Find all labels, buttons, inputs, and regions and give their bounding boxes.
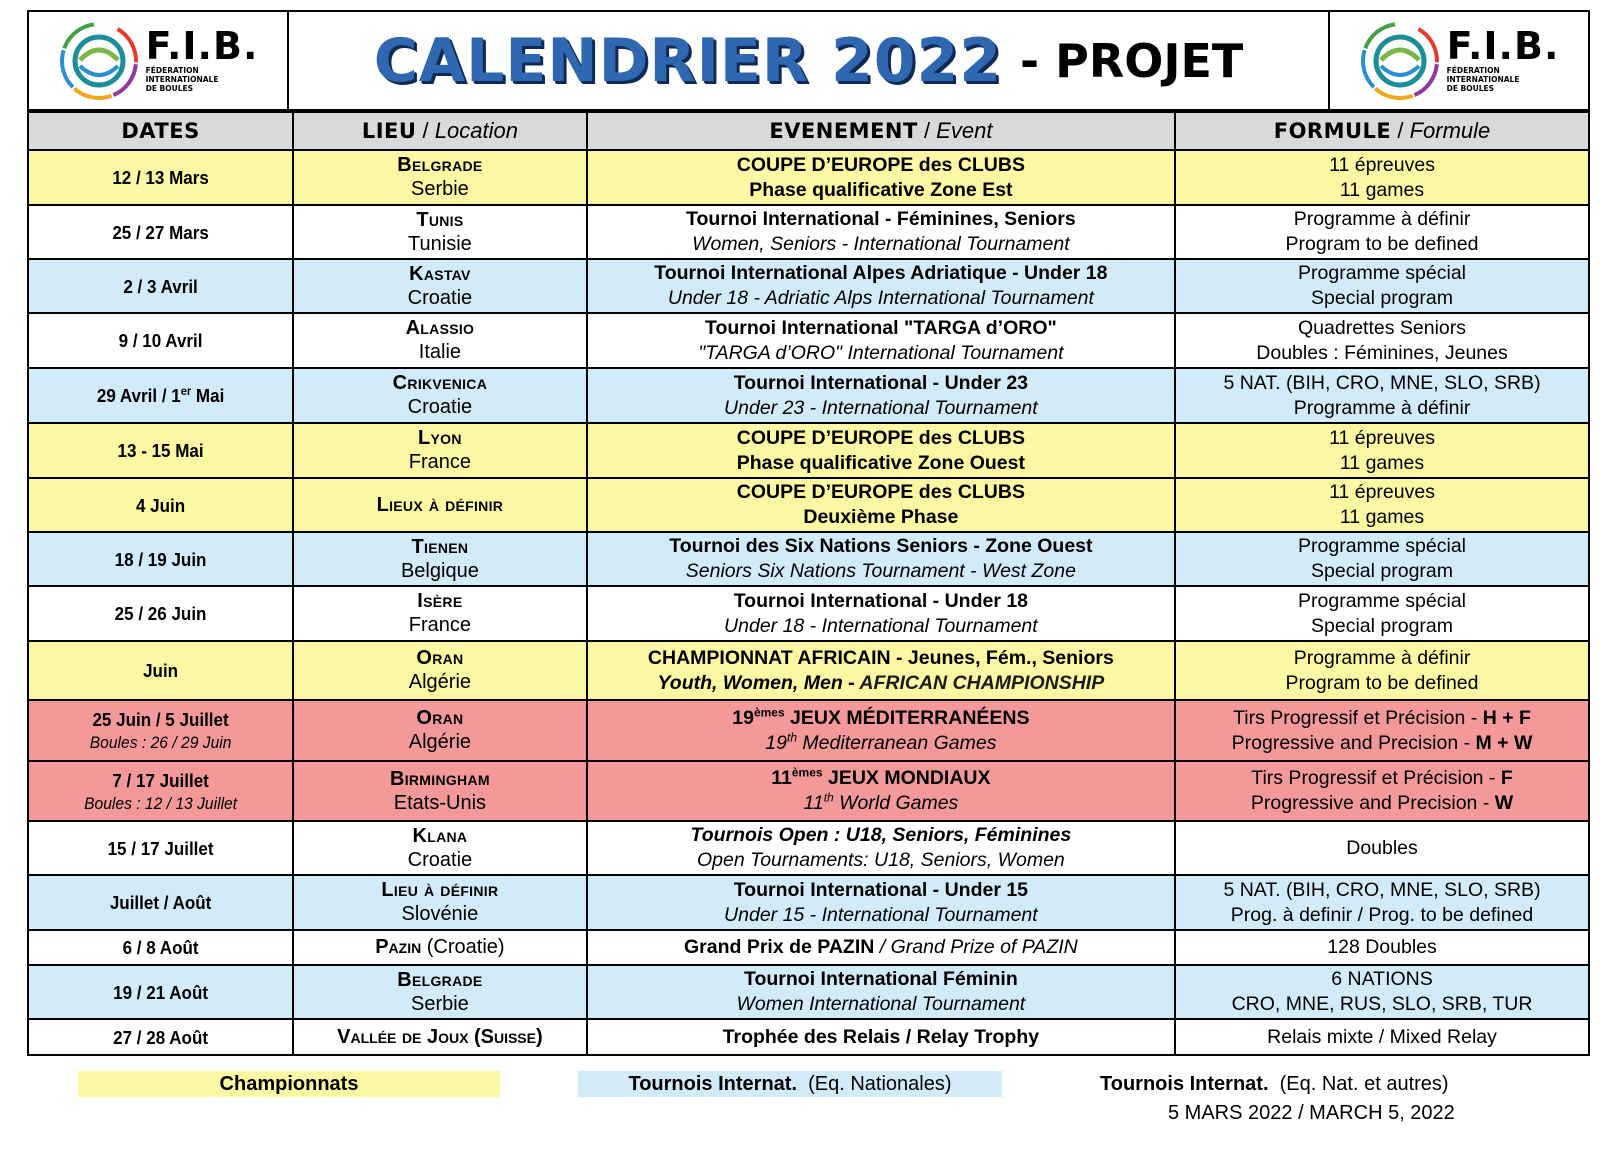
calendar-sheet — [27, 10, 1590, 1056]
event-line-1: Tournoi des Six Nations Seniors - Zone Ouest — [669, 535, 1093, 557]
event-cell — [587, 150, 1175, 205]
location-cell — [293, 930, 587, 965]
logo-line2: INTERNATIONALE — [145, 75, 219, 84]
formula-cell — [1175, 423, 1588, 478]
date-cell — [40, 532, 283, 586]
formula-line-1: 5 NAT. (BIH, CRO, MNE, SLO, SRB) — [1223, 371, 1541, 394]
calendar-body — [29, 150, 1588, 1054]
formula-line-2: 11 games — [1339, 178, 1425, 201]
event-ordinal: 19 — [732, 706, 754, 729]
formula-line-1: Quadrettes Seniors — [1298, 316, 1467, 339]
event-line-2 — [592, 671, 1170, 696]
date-cell — [40, 821, 283, 875]
location-country: Etats-Unis — [393, 791, 487, 814]
event-cell — [587, 259, 1175, 313]
event-line-1: Tournoi International "TARGA d’ORO" — [704, 316, 1057, 339]
table-row — [29, 641, 1588, 700]
formula-gender: H + F — [1482, 706, 1531, 729]
date-cell — [40, 586, 283, 641]
location-cell — [293, 821, 587, 875]
date-text: 6 / 8 Août — [122, 937, 199, 958]
formula-line-1: 11 épreuves — [1329, 481, 1435, 503]
formula-line-1: Relais mixte / Mixed Relay — [1267, 1025, 1497, 1048]
location-city: Oran — [416, 647, 464, 669]
table-row — [29, 875, 1588, 930]
logo-letters: F.I.B. — [1446, 24, 1560, 68]
date-subtext: Boules : 26 / 29 Juin — [89, 733, 232, 752]
date-text: Juillet / Août — [109, 892, 212, 913]
formula-cell — [1175, 821, 1588, 875]
title-cell — [289, 12, 1328, 109]
table-row — [29, 150, 1588, 205]
event-cell — [587, 700, 1175, 761]
date-cell — [40, 930, 283, 965]
formula-cell — [1175, 259, 1588, 313]
event-title: JEUX MÉDITERRANÉENS — [784, 706, 1030, 729]
date-cell — [40, 205, 283, 259]
date-text: 13 - 15 Mai — [117, 440, 204, 461]
formula-cell — [1175, 761, 1588, 821]
formula-line-2: Special program — [1311, 560, 1453, 582]
formula-cell — [1175, 875, 1588, 930]
location-city: Birmingham — [389, 767, 490, 790]
event-line-2: Women, Seniors - International Tournament — [692, 233, 1070, 255]
formula-cell — [1175, 965, 1588, 1019]
location-country: Belgique — [400, 559, 479, 582]
table-row — [29, 423, 1588, 478]
formula-cell — [1175, 150, 1588, 205]
event-title-en: / Grand Prize of PAZIN — [874, 936, 1078, 958]
location-cell — [293, 1019, 587, 1054]
location-city: Alassio — [405, 317, 475, 339]
location-city: Tienen — [411, 535, 469, 558]
location-city: Isère — [417, 590, 463, 612]
location-country: Algérie — [408, 731, 472, 753]
logo-line3: DE BOULES — [145, 84, 194, 93]
event-cell — [587, 586, 1175, 641]
location-city: Oran — [416, 707, 464, 729]
event-cell — [587, 423, 1175, 478]
table-row — [29, 930, 1588, 965]
table-row — [29, 368, 1588, 423]
logo-letters: F.I.B. — [145, 24, 259, 68]
fib-logo-left — [58, 20, 259, 102]
date-text: 15 / 17 Juillet — [107, 837, 214, 859]
logo-line3: DE BOULES — [1446, 84, 1495, 93]
formula-cell — [1175, 313, 1588, 368]
logo-left-cell — [29, 12, 289, 109]
table-row — [29, 259, 1588, 313]
event-ordinal-sup: èmes — [791, 765, 823, 780]
fib-ball-logo-icon — [58, 20, 140, 102]
date-sup: er — [180, 383, 192, 398]
location-city: Lyon — [418, 427, 462, 449]
event-line — [684, 936, 1078, 958]
date-cell — [40, 641, 283, 700]
event-cell — [587, 761, 1175, 821]
formula-gender: W — [1494, 792, 1514, 814]
date-text: 29 Avril / 1 — [96, 385, 181, 406]
formula-line-2: Doubles : Féminines, Jeunes — [1256, 341, 1508, 364]
location-cell — [293, 368, 587, 423]
date-text: 7 / 17 Juillet — [112, 769, 209, 791]
location-city: Belgrade — [397, 154, 483, 176]
event-line-2a: Youth, Women, Men - — [657, 671, 860, 694]
date-text: Juin — [143, 660, 179, 681]
date-text: 19 / 21 Août — [113, 981, 209, 1003]
event-ordinal-sup: th — [787, 730, 798, 744]
formula-line-2: CRO, MNE, RUS, SLO, SRB, TUR — [1231, 993, 1533, 1015]
table-row — [29, 532, 1588, 586]
event-line-2: Phase qualificative Zone Ouest — [736, 451, 1025, 474]
formula-line-2: Special program — [1311, 287, 1453, 309]
date-cell — [40, 761, 283, 821]
table-row — [29, 965, 1588, 1019]
event-line-1: COUPE D’EUROPE des CLUBS — [736, 481, 1025, 503]
location-country: France — [408, 451, 472, 473]
event-cell — [587, 313, 1175, 368]
table-row — [29, 821, 1588, 875]
formula-cell — [1175, 1019, 1588, 1054]
event-line-2: Deuxième Phase — [803, 506, 959, 528]
event-line-2: Under 15 - International Tournament — [724, 903, 1038, 926]
formula-line-1: Programme spécial — [1298, 262, 1466, 284]
date-text: 27 / 28 Août — [113, 1026, 209, 1048]
table-row — [29, 761, 1588, 821]
date-cell — [40, 700, 283, 761]
location-country: Croatie — [407, 848, 473, 871]
formula-line-2: Special program — [1311, 614, 1453, 637]
formula-line-1: Doubles — [1346, 836, 1418, 859]
location-city: Belgrade — [397, 968, 483, 991]
location-cell — [293, 641, 587, 700]
event-cell — [587, 965, 1175, 1019]
event-cell — [587, 641, 1175, 700]
formula-line-2: Program to be defined — [1285, 671, 1479, 694]
event-cell — [587, 1019, 1175, 1054]
location-country: Serbie — [410, 178, 469, 200]
formula-line-1: Programme spécial — [1298, 535, 1466, 557]
formula-line-1: Programme à définir — [1293, 208, 1471, 230]
formula-line-1: 11 épreuves — [1329, 426, 1435, 449]
date-cell — [40, 875, 283, 930]
event-ordinal: 11 — [771, 767, 792, 789]
formula-line-1: Programme à définir — [1293, 646, 1471, 669]
location-cell — [293, 875, 587, 930]
event-cell — [587, 368, 1175, 423]
date-text: 25 / 27 Mars — [112, 221, 209, 243]
location-city: Kastav — [409, 262, 471, 285]
location-cell — [293, 532, 587, 586]
logo-line1: FÉDERATION — [1446, 66, 1500, 75]
date-text: 25 / 26 Juin — [114, 603, 207, 624]
column-header-row — [29, 112, 1588, 150]
location-country: Croatie — [407, 286, 473, 309]
event-title-en: Mediterranean Games — [797, 731, 997, 754]
event-line-1 — [592, 706, 1170, 731]
table-row — [29, 478, 1588, 532]
fib-ball-logo-icon — [1359, 20, 1441, 102]
location-country: Croatie — [407, 396, 473, 418]
event-ordinal-sup: èmes — [753, 705, 785, 719]
event-line-1: COUPE D’EUROPE des CLUBS — [736, 153, 1025, 176]
location-country: Tunisie — [408, 232, 472, 255]
event-title: JEUX MONDIAUX — [822, 767, 991, 789]
event-ordinal: 11 — [803, 792, 824, 814]
location-country: France — [408, 614, 472, 636]
formula-line-1: 11 épreuves — [1329, 153, 1435, 176]
calendar-table — [29, 111, 1588, 1054]
formula-line-1: 128 Doubles — [1327, 936, 1437, 958]
formula-cell — [1175, 700, 1588, 761]
date-cell — [40, 423, 283, 478]
table-row — [29, 700, 1588, 761]
event-cell — [587, 821, 1175, 875]
location-cell — [293, 478, 587, 532]
event-line-2 — [592, 731, 1170, 756]
location-country: Serbie — [410, 992, 469, 1015]
formula-cell — [1175, 205, 1588, 259]
event-line-1: Tournoi International - Under 15 — [733, 878, 1029, 901]
location-cell — [293, 965, 587, 1019]
event-line-2 — [592, 791, 1170, 816]
logo-line1: FÉDERATION — [145, 66, 199, 75]
event-line-2: Under 18 - International Tournament — [724, 614, 1038, 637]
logo-line2: INTERNATIONALE — [1446, 75, 1520, 84]
date-text-after: Mai — [191, 385, 225, 406]
page-title: CALENDRIER 2022 — [373, 25, 1003, 96]
date-text: 18 / 19 Juin — [114, 548, 207, 570]
event-line-2: Phase qualificative Zone Est — [749, 178, 1013, 201]
location-cell — [293, 205, 587, 259]
location-country: Slovénie — [401, 903, 479, 925]
formula-gender: F — [1500, 767, 1513, 789]
date-text: 12 / 13 Mars — [112, 167, 209, 188]
location-cell — [293, 150, 587, 205]
formula-text: Progressive and Precision - — [1231, 731, 1476, 754]
event-title: Grand Prix de PAZIN — [684, 936, 875, 958]
location-country: Italie — [418, 341, 462, 363]
event-cell — [587, 205, 1175, 259]
event-title: Trophée des Relais / Relay Trophy — [722, 1025, 1040, 1048]
formula-cell — [1175, 930, 1588, 965]
event-cell — [587, 478, 1175, 532]
location-city: Lieux à définir — [376, 494, 504, 516]
document-date: 5 MARS 2022 / MARCH 5, 2022 — [1168, 1102, 1455, 1124]
formula-line-2 — [1180, 731, 1584, 756]
event-line-1: Tournoi International Féminin — [744, 968, 1018, 990]
col-header-dates: DATES — [29, 112, 293, 150]
formula-line-1: 6 NATIONS — [1331, 968, 1433, 990]
event-line-1: CHAMPIONNAT AFRICAIN - Jeunes, Fém., Seniors — [647, 646, 1114, 669]
event-line-2: Under 23 - International Tournament — [724, 396, 1038, 419]
location-cell — [293, 700, 587, 761]
formula-cell — [1175, 478, 1588, 532]
event-line-2: Under 18 - Adriatic Alps International Tournament — [667, 287, 1094, 309]
date-cell — [40, 478, 283, 532]
formula-cell — [1175, 532, 1588, 586]
table-row — [29, 205, 1588, 259]
event-ordinal-sup: th — [823, 790, 834, 805]
location-cell — [293, 761, 587, 821]
formula-line-2 — [1180, 791, 1584, 816]
formula-line-2: 11 games — [1339, 451, 1425, 474]
header-row — [29, 12, 1588, 111]
formula-line-2: Programme à définir — [1293, 396, 1471, 419]
formula-gender: M + W — [1475, 731, 1533, 754]
event-line-2: Seniors Six Nations Tournament - West Zone — [685, 560, 1076, 582]
date-cell — [40, 150, 283, 205]
date-text: 4 Juin — [135, 494, 186, 516]
location-country: (Croatie) — [421, 936, 505, 958]
location-cell — [293, 423, 587, 478]
formula-cell — [1175, 586, 1588, 641]
date-cell — [40, 368, 283, 423]
formula-text: Tirs Progressif et Précision - — [1251, 767, 1501, 789]
col-header-evenement: EVENEMENT / Event — [587, 112, 1175, 150]
date-cell — [40, 965, 283, 1019]
page-subtitle: - PROJET — [1020, 33, 1244, 88]
location-cell — [293, 259, 587, 313]
event-line-1 — [592, 766, 1170, 791]
col-header-lieu: LIEU / Location — [293, 112, 587, 150]
event-title-en: World Games — [833, 792, 959, 814]
formula-line-1 — [1180, 766, 1584, 791]
event-line-1: Tournoi International - Féminines, Seniors — [686, 208, 1076, 230]
event-line-1: COUPE D’EUROPE des CLUBS — [736, 426, 1025, 449]
event-cell — [587, 532, 1175, 586]
location-cell — [293, 586, 587, 641]
date-cell — [40, 1019, 283, 1054]
date-subtext: Boules : 12 / 13 Juillet — [84, 793, 238, 813]
formula-line-1 — [1180, 706, 1584, 731]
event-cell — [587, 930, 1175, 965]
formula-text: Progressive and Precision - — [1250, 792, 1495, 814]
formula-line-2: Prog. à definir / Prog. to be defined — [1230, 903, 1534, 926]
legend-tournois-nationales: Tournois Internat. (Eq. Nationales) — [578, 1071, 1002, 1097]
formula-line-2: Program to be defined — [1285, 233, 1479, 255]
date-text: 2 / 3 Avril — [123, 275, 198, 297]
location-city: Lieu à définir — [381, 879, 499, 901]
location-city: Crikvenica — [392, 372, 488, 394]
col-header-formule: FORMULE / Formule — [1175, 112, 1588, 150]
formula-line-2: 11 games — [1339, 506, 1425, 528]
location-city: Tunis — [416, 208, 464, 231]
legend — [0, 1070, 1600, 1150]
date-cell — [40, 259, 283, 313]
formula-text: Tirs Progressif et Précision - — [1233, 706, 1483, 729]
formula-line-1: 5 NAT. (BIH, CRO, MNE, SLO, SRB) — [1223, 878, 1541, 901]
legend-championnats: Championnats — [78, 1071, 500, 1097]
formula-line-1: Programme spécial — [1298, 589, 1466, 612]
event-line-1: Tournoi International Alpes Adriatique - Under 18 — [654, 262, 1108, 284]
table-row — [29, 1019, 1588, 1054]
fib-logo-right — [1359, 20, 1560, 102]
event-cell — [587, 875, 1175, 930]
location-city: Pazin — [375, 936, 422, 958]
formula-cell — [1175, 368, 1588, 423]
formula-cell — [1175, 641, 1588, 700]
event-line-1: Tournoi International - Under 18 — [733, 589, 1029, 612]
table-row — [29, 586, 1588, 641]
location-cell — [293, 313, 587, 368]
location-city: Vallée de Joux (Suisse) — [337, 1025, 543, 1048]
event-line-1: Tournois Open : U18, Seniors, Féminines — [690, 824, 1072, 846]
event-line-2b: AFRICAN CHAMPIONSHIP — [859, 671, 1105, 694]
date-cell — [40, 313, 283, 368]
event-line — [723, 1026, 1039, 1048]
location-city: Klana — [412, 824, 468, 847]
location-country: Algérie — [408, 671, 472, 693]
event-line-2: "TARGA d’ORO" International Tournament — [698, 341, 1064, 364]
logo-right-cell — [1328, 12, 1588, 109]
event-line-1: Tournoi International - Under 23 — [733, 371, 1029, 394]
event-line-2: Open Tournaments: U18, Seniors, Women — [696, 849, 1065, 871]
legend-tournois-autres: Tournois Internat. (Eq. Nat. et autres) — [1100, 1073, 1449, 1095]
table-row — [29, 313, 1588, 368]
date-text: 9 / 10 Avril — [118, 330, 203, 351]
date-text: 25 Juin / 5 Juillet — [92, 709, 229, 730]
event-line-2: Women International Tournament — [736, 993, 1026, 1015]
event-ordinal: 19 — [765, 731, 787, 754]
